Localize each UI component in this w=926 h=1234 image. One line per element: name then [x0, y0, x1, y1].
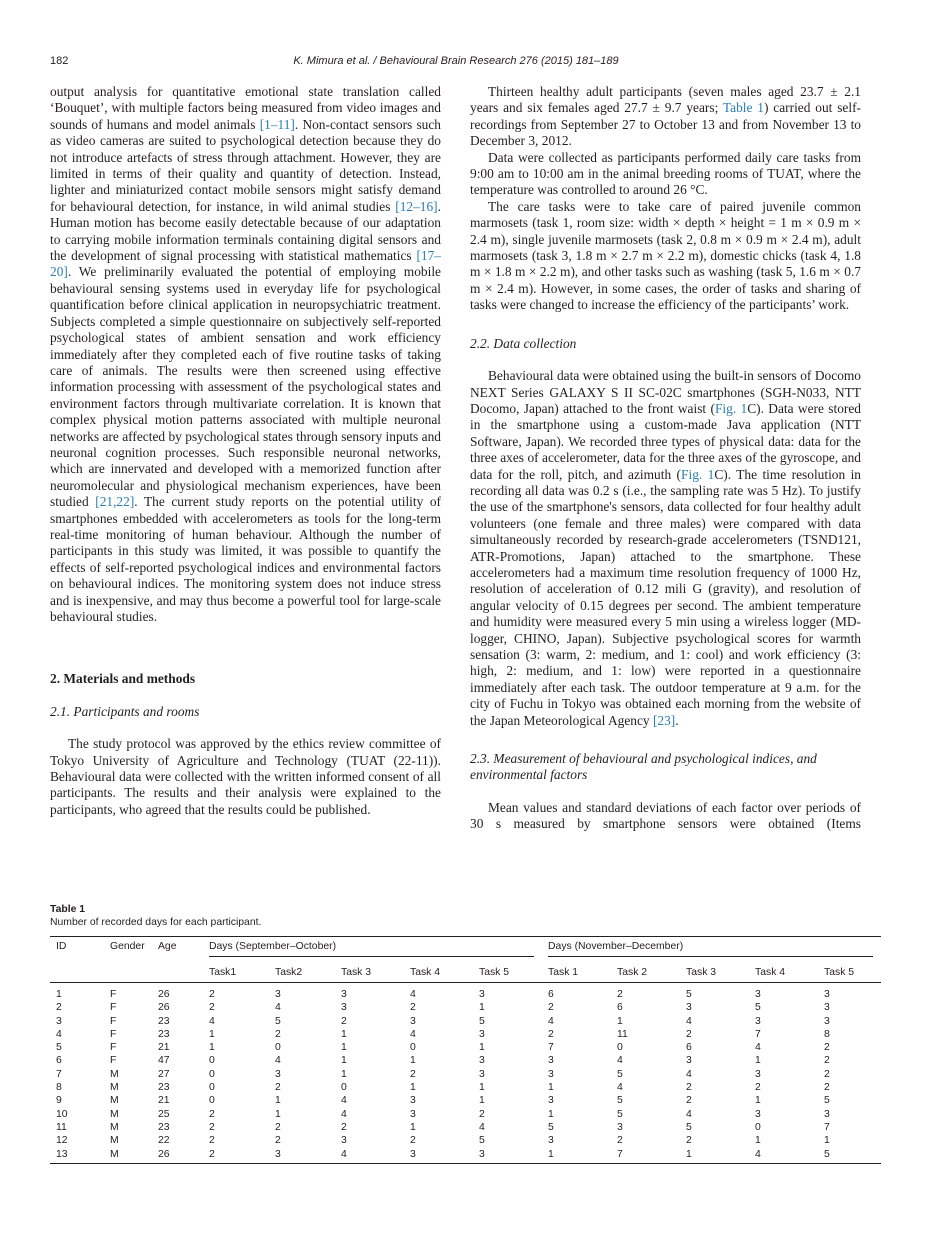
table-cell: 12: [56, 1135, 68, 1147]
table-cell: 2: [275, 1028, 281, 1040]
table-cell: 0: [755, 1121, 761, 1133]
table-cell: 47: [158, 1055, 170, 1067]
table-cell: 4: [209, 1015, 215, 1027]
table-cell: 23: [158, 1121, 170, 1133]
column-group-sep-oct: [203, 937, 542, 962]
text-run: ) carried out self-recordings from September 27 to October 13 and from November 13 to December 3, 2012.: [470, 100, 861, 149]
table-cell: 1: [341, 1068, 347, 1080]
intro-paragraph: [50, 84, 441, 625]
table-cell: 10: [56, 1108, 68, 1120]
section-heading: 2. Materials and methods: [50, 671, 196, 687]
table-cell: 2: [824, 1068, 830, 1080]
citation-link[interactable]: [17–20]: [50, 248, 441, 280]
table-cell: 1: [341, 1042, 347, 1054]
table-cell: 2: [479, 1108, 485, 1120]
table-cell: 21: [158, 1095, 170, 1107]
text-run: .: [675, 712, 679, 728]
table-cell: 7: [755, 1028, 761, 1040]
table-cell: 2: [686, 1028, 692, 1040]
table-cell: 8: [56, 1082, 62, 1094]
table-cell: 0: [617, 1042, 623, 1054]
text-run: C). The time resolution in recording all data was 0.2 s (i.e., the sampling rate was 5 Hz). To justify the use of the smartphone's sensors, data collected for four healthy adult volunteers (one female and three males) were compared with data simultaneously recorded by research-grade accelerometers (TSND121, ATR-Promotions, Japan) attached to the smartphone. These accelerometers had a maximum time resolution frequency of 1000 Hz, resolution of acceleration of 0.12 mili G (gravity), and resolution of angular velocity of 0.15 degrees per second. The ambient temperature and humidity were measured every 5 min using a wireless logger (MD-logger, CHINO, Japan). Subjective psychological scores for warmth sensation (3: warm, 2: medium, and 1: cool) and work efficiency (3: high, 2: medium, and 1: low) were reported in a questionnaire immediately after each task. The outdoor temperature at 9 a.m. for the city of Fuchu in Tokyo was obtained each morning from the website of the Japan Meteorological Agency: [470, 466, 862, 728]
table-cell: 2: [209, 1135, 215, 1147]
table-cell: 4: [410, 989, 416, 1000]
text-run: output analysis for quantitative emotional state translation called ‘Bouquet’, with multiple factors being measured from video images and sounds of humans and model animals: [50, 84, 441, 132]
table-cell: 3: [548, 1095, 554, 1107]
table-cell: 5: [617, 1068, 623, 1080]
table-cell: 5: [818, 1148, 881, 1164]
table-cell: 3: [824, 1015, 830, 1027]
figure-link[interactable]: Fig. 1: [681, 466, 715, 482]
column-header-task: Task2: [269, 961, 335, 983]
table-cell: 4: [341, 1108, 347, 1120]
table-cell: 26: [152, 1148, 203, 1164]
table-cell: 4: [335, 1148, 404, 1164]
citation-link[interactable]: [1–11]: [259, 116, 295, 132]
table-cell: 1: [410, 1121, 416, 1133]
table-cell: 2: [824, 1042, 830, 1054]
table-cell: 2: [209, 1108, 215, 1120]
table-cell: 2: [824, 1082, 830, 1094]
table-cell: 1: [410, 1082, 416, 1094]
table-cell: F: [110, 1002, 117, 1014]
table-cell: 0: [341, 1082, 347, 1094]
table-cell: M: [110, 1082, 119, 1094]
table-cell: 26: [158, 989, 170, 1000]
table-cell: 1: [479, 1042, 485, 1054]
table-cell: 5: [479, 1135, 485, 1147]
table-cell: 3: [341, 1135, 347, 1147]
table-cell: 2: [617, 989, 623, 1000]
right-column: [470, 84, 861, 833]
table-cell: 5: [275, 1015, 281, 1027]
table-cell: 1: [410, 1055, 416, 1067]
column-header-task: Task 5: [818, 961, 881, 983]
table-cell: 7: [824, 1121, 830, 1133]
table-cell: 13: [50, 1148, 104, 1164]
table-cell: 4: [686, 1068, 692, 1080]
table-cell: 3: [824, 1108, 830, 1120]
group-label-nov-dec: Days (November–December): [548, 941, 873, 957]
table-1: [50, 903, 861, 1164]
table-cell: 2: [275, 1082, 281, 1094]
table-cell: M: [104, 1148, 152, 1164]
table-cell: 1: [548, 1108, 554, 1120]
table-cell: 2: [203, 1148, 269, 1164]
table-row: [50, 1001, 881, 1014]
table-cell: 3: [341, 989, 347, 1000]
table-cell: 9: [56, 1095, 62, 1107]
column-header-task: Task 2: [611, 961, 680, 983]
table-cell: 2: [275, 1121, 281, 1133]
measurement-paragraph: Mean values and standard deviations of each factor over periods of 30 s measured by smartphone sensors were obtained (Items: [470, 799, 861, 832]
table-cell: 2: [410, 1002, 416, 1014]
table-cell: 1: [275, 1108, 281, 1120]
table-cell: 4: [617, 1055, 623, 1067]
table-cell: 1: [617, 1015, 623, 1027]
table-cell: 22: [158, 1135, 170, 1147]
table-cell: 2: [275, 1135, 281, 1147]
table-cell: 0: [209, 1068, 215, 1080]
table-cell: 4: [548, 1015, 554, 1027]
care-tasks-paragraph: The care tasks were to take care of paired juvenile common marmosets (task 1, room size: width × depth × height = 1 m × 0.9 m × 2.4 m), single juvenile marmosets (task 2, 0.8 m × 0.9 m × 2.4 m), adult marmosets (task 3, 1.8 m × 2.7 m × 2.2 m), domestic chicks (task 4, 1.8 m × 1.8 m × 2.2 m), and other tasks such as washing (task 5, 1.6 m × 0.7 m × 2.4 m). However, in some cases, the order of tasks and sharing of tasks were changed to increase the efficiency of the participants’ work.: [470, 198, 861, 313]
table-cell: F: [110, 989, 117, 1000]
table-cell: 0: [410, 1042, 416, 1054]
table-cell: 3: [56, 1015, 62, 1027]
table-cell: 21: [158, 1042, 170, 1054]
table-cell: 25: [158, 1108, 170, 1120]
running-head: [50, 55, 862, 71]
table-cell: 3: [686, 1055, 692, 1067]
table-cell: 2: [209, 989, 215, 1000]
table-cell: 4: [479, 1121, 485, 1133]
table-cell: 11: [617, 1028, 628, 1040]
table-cell: M: [110, 1095, 119, 1107]
text-run: Thirteen healthy adult participants (seven males aged 23.7 ± 2.1 years and six females aged 27.7 ± 9.7 years;: [470, 84, 861, 116]
table-cell: 3: [686, 1002, 692, 1014]
table-cell: 3: [341, 1002, 347, 1014]
table-cell: 2: [755, 1082, 761, 1094]
table-cell: 5: [755, 1002, 761, 1014]
subsection-heading: 2.3. Measurement of behavioural and psychological indices, and environmental factors: [470, 751, 817, 783]
table-cell: 0: [209, 1082, 215, 1094]
column-header-task: Task 5: [473, 961, 542, 983]
table-cell: 3: [275, 1068, 281, 1080]
table-cell: 27: [158, 1068, 170, 1080]
table-cell: F: [110, 1028, 117, 1040]
table-link[interactable]: Table 1: [722, 100, 764, 116]
citation-link[interactable]: [21,22]: [95, 494, 135, 510]
table-body: [50, 983, 881, 1164]
table-cell: 7: [56, 1068, 62, 1080]
table-cell: 1: [275, 1095, 281, 1107]
table-cell: 6: [548, 989, 554, 1000]
table-cell: 2: [410, 1135, 416, 1147]
table-cell: 2: [686, 1082, 692, 1094]
table-cell: 0: [209, 1055, 215, 1067]
column-header-task: Task 3: [680, 961, 749, 983]
table-row: [50, 1094, 881, 1107]
table-cell: F: [110, 1042, 117, 1054]
table-cell: 3: [410, 1108, 416, 1120]
table-cell: F: [110, 1055, 117, 1067]
table-cell: 1: [680, 1148, 749, 1164]
table-row: [50, 1041, 881, 1054]
text-run: . Human motion has become easily detectable because of our adaptation to carrying mobile information terminals containing digital sensors and the development of signal processing with statistical mathematics: [50, 198, 441, 264]
column-header-task: Task 3: [335, 961, 404, 983]
table-row: [50, 1028, 881, 1041]
table-cell: 3: [548, 1055, 554, 1067]
table-cell: 5: [617, 1108, 623, 1120]
figure-link[interactable]: Fig. 1: [714, 400, 748, 416]
table-cell: 2: [548, 1002, 554, 1014]
table-cell: 4: [686, 1015, 692, 1027]
table-cell: 4: [341, 1095, 347, 1107]
table-cell: 4: [755, 1042, 761, 1054]
table-cell: 3: [479, 1055, 485, 1067]
table-cell: 3: [755, 1015, 761, 1027]
table-cell: M: [110, 1121, 119, 1133]
table-cell: 3: [479, 1028, 485, 1040]
table-cell: 23: [158, 1082, 170, 1094]
table-cell: 3: [755, 989, 761, 1000]
table-cell: 1: [755, 1095, 761, 1107]
table-cell: 5: [479, 1015, 485, 1027]
column-group-nov-dec: [542, 937, 881, 962]
citation-link[interactable]: [12–16]: [395, 198, 438, 214]
table-cell: 7: [548, 1042, 554, 1054]
table-cell: F: [110, 1015, 117, 1027]
subsection-heading: 2.2. Data collection: [470, 335, 577, 351]
table-row: [50, 1108, 881, 1121]
table-cell: 11: [56, 1121, 67, 1133]
column-header-gender: Gender: [104, 937, 152, 983]
table-cell: 2: [686, 1095, 692, 1107]
table-cell: 1: [56, 989, 62, 1000]
table-cell: 3: [479, 1068, 485, 1080]
left-column: [50, 84, 441, 818]
recorded-days-table: [50, 936, 881, 1164]
table-cell: 1: [824, 1135, 830, 1147]
table-cell: 2: [548, 1028, 554, 1040]
text-run: . The current study reports on the potential utility of smartphones embedded with accelerometers as tools for the long-term real-time monitoring of human behaviour. Although the number of participants in this study was limited, it was possible to quantify the effects of self-reported psychological indices and environmental factors on behavioural indices. The monitoring system does not induce stress and is inexpensive, and may thus become a powerful tool for large-scale behavioural studies.: [50, 494, 442, 624]
table-cell: 5: [686, 989, 692, 1000]
table-cell: 2: [686, 1135, 692, 1147]
table-cell: 1: [479, 1082, 485, 1094]
column-header-task: Task 4: [404, 961, 473, 983]
table-cell: 3: [404, 1148, 473, 1164]
table-row: [50, 1134, 881, 1147]
table-cell: 1: [341, 1028, 347, 1040]
table-cell: 4: [686, 1108, 692, 1120]
table-cell: 5: [617, 1095, 623, 1107]
table-cell: 1: [209, 1042, 215, 1054]
column-header-task: Task 1: [542, 961, 611, 983]
table-cell: 7: [611, 1148, 680, 1164]
table-cell: 2: [341, 1121, 347, 1133]
table-cell: 3: [824, 1002, 830, 1014]
table-header-row: [50, 937, 881, 962]
journal-citation: K. Mimura et al. / Behavioural Brain Research 276 (2015) 181–189: [293, 55, 619, 67]
table-cell: 2: [209, 1002, 215, 1014]
table-cell: 1: [755, 1055, 761, 1067]
table-label: Table 1: [50, 904, 86, 915]
table-cell: 3: [548, 1135, 554, 1147]
column-header-task: Task1: [203, 961, 269, 983]
table-cell: 3: [479, 989, 485, 1000]
column-header-age: Age: [152, 937, 203, 983]
table-cell: 1: [479, 1002, 485, 1014]
table-row: [50, 1148, 881, 1164]
ethics-paragraph: The study protocol was approved by the ethics review committee of Tokyo University of Agriculture and Technology (TUAT (22-11)). Behavioural data were collected with the written informed consent of all participants. The results and their analysis were explained to the participants, who agreed that the results could be published.: [50, 736, 441, 817]
table-cell: 5: [56, 1042, 62, 1054]
table-cell: 23: [158, 1015, 170, 1027]
table-row: [50, 1068, 881, 1081]
citation-link[interactable]: [23]: [652, 712, 676, 728]
table-row: [50, 1121, 881, 1134]
table-cell: 1: [755, 1135, 761, 1147]
table-cell: 4: [275, 1055, 281, 1067]
table-cell: 4: [410, 1028, 416, 1040]
table-cell: 2: [56, 1002, 62, 1014]
table-caption: Number of recorded days for each participant.: [50, 917, 262, 928]
text-run: C). Data were stored in the smartphone using a custom-made Java application (NTT Software, Japan). We recorded three types of physical data: data for the three axes of accelerometer, data for the three axes of the gyroscope, and data for the roll, pitch, and azimuth (: [470, 400, 861, 482]
text-run: . Non-contact sensors such as video cameras are suited to psychological detection because they do not introduce artefacts of stress through attachment. However, they are limited in terms of their quality and quantity of detection. Instead, lighter and miniaturized contact mobile sensors might satisfy demand for behavioural detection, for instance, in wild animal studies: [50, 116, 441, 214]
table-cell: 1: [209, 1028, 215, 1040]
column-header-task: Task 4: [749, 961, 818, 983]
table-cell: 3: [824, 989, 830, 1000]
table-cell: 3: [548, 1068, 554, 1080]
table-cell: 3: [473, 1148, 542, 1164]
table-cell: 5: [548, 1121, 554, 1133]
table-cell: 3: [755, 1068, 761, 1080]
table-cell: 4: [56, 1028, 62, 1040]
table-row: [50, 983, 881, 1002]
subsection-heading: 2.1. Participants and rooms: [50, 703, 200, 719]
table-cell: 6: [56, 1055, 62, 1067]
participants-paragraph: [470, 84, 861, 150]
table-cell: 3: [410, 1015, 416, 1027]
table-cell: 3: [410, 1095, 416, 1107]
table-cell: M: [110, 1068, 119, 1080]
table-cell: 4: [749, 1148, 818, 1164]
page-number: 182: [50, 55, 69, 67]
table-cell: 2: [410, 1068, 416, 1080]
group-label-sep-oct: Days (September–October): [209, 941, 534, 957]
data-collection-times-paragraph: Data were collected as participants performed daily care tasks from 9:00 am to 10:00 am in the animal breeding rooms of TUAT, where the temperature was controlled to around 26 °C.: [470, 149, 861, 198]
table-cell: 2: [824, 1055, 830, 1067]
table-cell: 2: [341, 1015, 347, 1027]
table-cell: 3: [755, 1108, 761, 1120]
table-cell: 4: [617, 1082, 623, 1094]
table-cell: 1: [548, 1082, 554, 1094]
table-row: [50, 1081, 881, 1094]
table-cell: M: [110, 1108, 119, 1120]
table-cell: 8: [824, 1028, 830, 1040]
table-row: [50, 1015, 881, 1028]
table-cell: 1: [542, 1148, 611, 1164]
table-cell: 0: [275, 1042, 281, 1054]
table-cell: 2: [617, 1135, 623, 1147]
column-header-id: ID: [50, 937, 104, 983]
table-cell: 1: [341, 1055, 347, 1067]
table-cell: 0: [209, 1095, 215, 1107]
table-cell: 2: [209, 1121, 215, 1133]
text-run: . We preliminarily evaluated the potential of employing mobile behavioural sensing systems used in everyday life for psychological quantification before clinical application in neuropsychiatric treatment. Subjects completed a simple questionnaire on subjectively self-reported psychological states of ambient sensation and work efficiency immediately after they completed each of five routine tasks of taking care of animals. The results were then screened using effective information processing with assessment of the psychological states and environment factors through multivariate correlation. It is known that complex physical motion patterns associated with multiple neuronal networks are affected by psychological states through sensory inputs and neuronal cognition processes. Such responsible neuronal networks, which are innervated and developed with a memorized function after neuromolecular and physiological mechanism experiences, have been studied: [50, 264, 441, 510]
table-cell: 6: [617, 1002, 623, 1014]
table-cell: 6: [686, 1042, 692, 1054]
table-cell: 5: [686, 1121, 692, 1133]
table-cell: 5: [824, 1095, 830, 1107]
table-cell: 1: [479, 1095, 485, 1107]
table-cell: 26: [158, 1002, 170, 1014]
table-cell: 3: [275, 989, 281, 1000]
table-cell: 23: [158, 1028, 170, 1040]
table-cell: 3: [269, 1148, 335, 1164]
table-row: [50, 1054, 881, 1067]
table-cell: M: [110, 1135, 119, 1147]
table-cell: 4: [275, 1002, 281, 1014]
sensors-paragraph: [470, 368, 861, 729]
text-run: Behavioural data were obtained using the built-in sensors of Docomo NEXT Series GALAXY S II SC-02C smartphones (SGH-N033, NTT Docomo, Japan) attached to the front waist (: [470, 368, 861, 416]
table-cell: 3: [617, 1121, 623, 1133]
